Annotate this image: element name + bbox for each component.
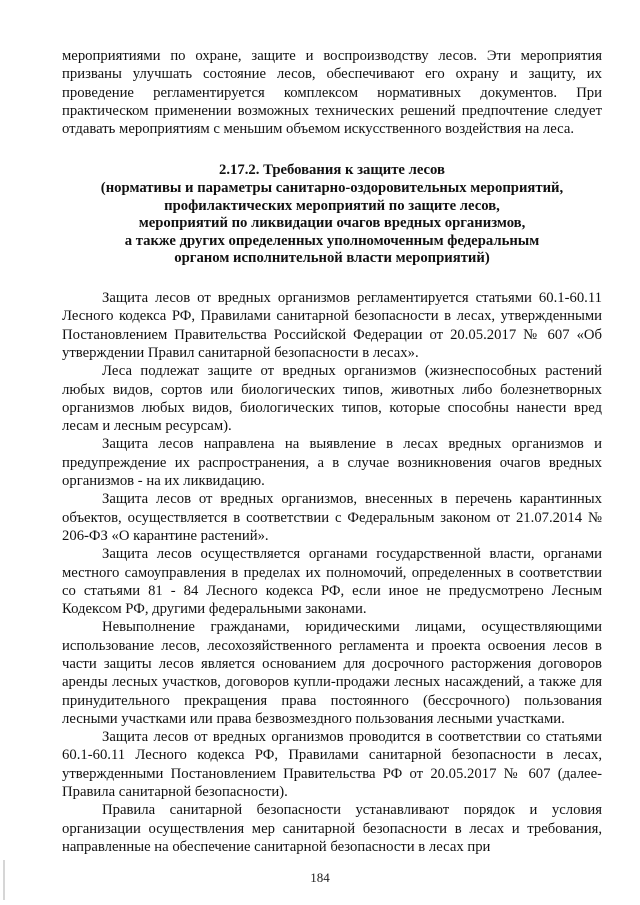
heading-line: органом исполнительной власти мероприятий) bbox=[174, 250, 490, 267]
body-paragraph: Невыполнение гражданами, юридическими лицами, осуществляющими использование лесов, лесохозяйственного регламента и проекта освоения лесов в части защиты лесов является основанием для досрочного расторжения договоров аренды лесных участков, договоров купли-продажи лесных насаждений, а также для принудительного прекращения права постоянного (бессрочного) пользования лесными участками или права безвозмездного пользования лесными участками. bbox=[62, 619, 602, 727]
document-page bbox=[62, 47, 602, 856]
body-paragraph: Защита лесов осуществляется органами государственной власти, органами местного самоуправления в пределах их полномочий, определенных в соответствии со статьями 81 - 84 Лесного кодекса РФ, если иное не предусмотрено Лесным Кодексом РФ, другими федеральными законами. bbox=[62, 546, 602, 618]
body-paragraph: Леса подлежат защите от вредных организмов (жизнеспособных растений любых видов, сортов или биологических типов, животных либо болезнетворных организмов любых видов, биологических типов, которые способны нанести вред лесам и лесным ресурсам). bbox=[62, 363, 602, 435]
heading-line: а также других определенных уполномоченным федеральным bbox=[124, 232, 540, 249]
page-number: 184 bbox=[310, 870, 330, 885]
body-paragraph: Защита лесов от вредных организмов, внесенных в перечень карантинных объектов, осуществляется в соответствии с Федеральным законом от 21.07.2014 № 206-ФЗ «О карантине растений». bbox=[62, 491, 602, 544]
heading-line: 2.17.2. Требования к защите лесов bbox=[219, 162, 445, 179]
body-paragraph: Защита лесов от вредных организмов регламентируется статьями 60.1-60.11 Лесного кодекса РФ, Правилами санитарной безопасности в лесах, утвержденными Постановлением Правительства Российской Федерации от 20.05.2017 № 607 «Об утверждении Правил санитарной безопасности в лесах». bbox=[62, 290, 602, 361]
section-heading bbox=[62, 162, 602, 268]
heading-line: мероприятий по ликвидации очагов вредных организмов, bbox=[138, 215, 526, 232]
body-paragraph: Защита лесов направлена на выявление в лесах вредных организмов и предупреждение их распространения, а в случае возникновения очагов вредных организмов - на их ликвидацию. bbox=[62, 436, 602, 490]
heading-line: (нормативы и параметры санитарно-оздоровительных мероприятий, bbox=[100, 180, 564, 197]
heading-line: профилактических мероприятий по защите лесов, bbox=[164, 197, 500, 214]
intro-paragraph: мероприятиями по охране, защите и воспроизводству лесов. Эти мероприятия призваны улучшать состояние лесов, обеспечивают его охрану и защиту, их проведение регламентируется комплексом нормативных документов. При практическом применении возможных технических решений предпочтение следует отдавать мероприятиям с меньшим объемом искусственного воздействия на леса. bbox=[62, 48, 602, 138]
scan-edge-mark bbox=[3, 860, 5, 900]
body-paragraph: Защита лесов от вредных организмов проводится в соответствии со статьями 60.1-60.11 Лесного кодекса РФ, Правилами санитарной безопасности в лесах, утвержденными Постановлением Правительства РФ от 20.05.2017 № 607 (далее-Правила санитарной безопасности). bbox=[62, 729, 602, 801]
body-paragraph: Правила санитарной безопасности устанавливают порядок и условия организации осуществления мер санитарной безопасности в лесах и требования, направленные на обеспечение санитарной безопасности в лесах при bbox=[62, 802, 602, 855]
